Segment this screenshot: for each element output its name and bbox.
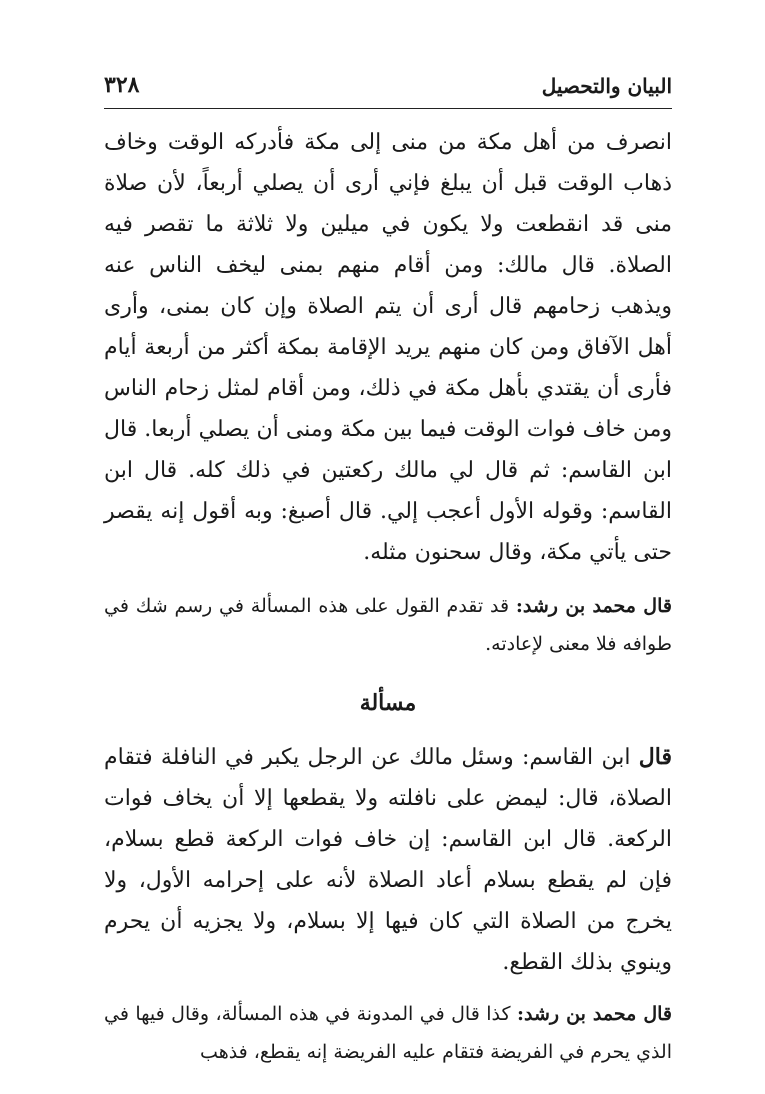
spacer	[104, 663, 672, 683]
commentary-1-text: قد تقدم القول على هذه المسألة في رسم شك في طوافه فلا معنى لإعادته.	[104, 595, 672, 655]
page-number: ٣٢٨	[104, 72, 140, 98]
spacer	[104, 723, 672, 737]
header-rule	[104, 108, 672, 109]
section-title: مسألة	[359, 690, 417, 716]
commentary-2-lead: قال محمد بن رشد:	[517, 1003, 672, 1025]
commentary-2-text: كذا قال في المدونة في هذه المسألة، وقال فيها في الذي يحرم في الفريضة فتقام عليه الفريضة إنه يقطع، فذهب	[104, 1003, 672, 1063]
paragraph-1: انصرف من أهل مكة من منى إلى مكة فأدركه الوقت وخاف ذهاب الوقت قبل أن يبلغ فإني أرى أن يصلي أربعاً، لأن صلاة منى قد انقطعت ولا يكون في ميلين ولا ثلاثة ما تقصر فيه الصلاة. قال مالك: ومن أقام منهم بمنى ليخف الناس عنه ويذهب زحامهم قال أرى أن يتم الصلاة وإن كان بمنى، وأرى أهل الآفاق ومن كان منهم يريد الإقامة بمكة أكثر من أربعة أيام فأرى أن يقتدي بأهل مكة في ذلك، ومن أقام لمثل زحام الناس ومن خاف فوات الوقت فيما بين مكة ومنى أن يصلي أربعا. قال ابن القاسم: ثم قال لي مالك ركعتين في ذلك كله. قال ابن القاسم: وقوله الأول أعجب إلي. قال أصبغ: وبه أقول إنه يقصر حتى يأتي مكة، وقال سحنون مثله.	[104, 130, 673, 565]
running-title: البيان والتحصيل	[541, 74, 672, 98]
spacer	[104, 983, 672, 995]
paragraph-2	[104, 737, 672, 983]
commentary-1	[104, 587, 672, 663]
commentary-1-lead: قال محمد بن رشد:	[515, 595, 672, 617]
paragraph-2-lead: قال	[638, 744, 672, 770]
running-header	[104, 74, 672, 102]
commentary-2	[104, 995, 672, 1071]
paragraph-2-text: ابن القاسم: وسئل مالك عن الرجل يكبر في النافلة فتقام الصلاة، قال: ليمض على نافلته ولا يقطعها إلا أن يخاف فوات الركعة. قال ابن القاسم: إن خاف فوات الركعة قطع بسلام، فإن لم يقطع بسلام أعاد الصلاة لأنه على إحرامه الأول، ولا يخرج من الصلاة التي كان فيها إلا بسلام، ولا يجزيه أن يحرم وينوي بذلك القطع.	[104, 745, 672, 975]
body-text	[104, 122, 672, 1071]
spacer	[104, 573, 672, 587]
